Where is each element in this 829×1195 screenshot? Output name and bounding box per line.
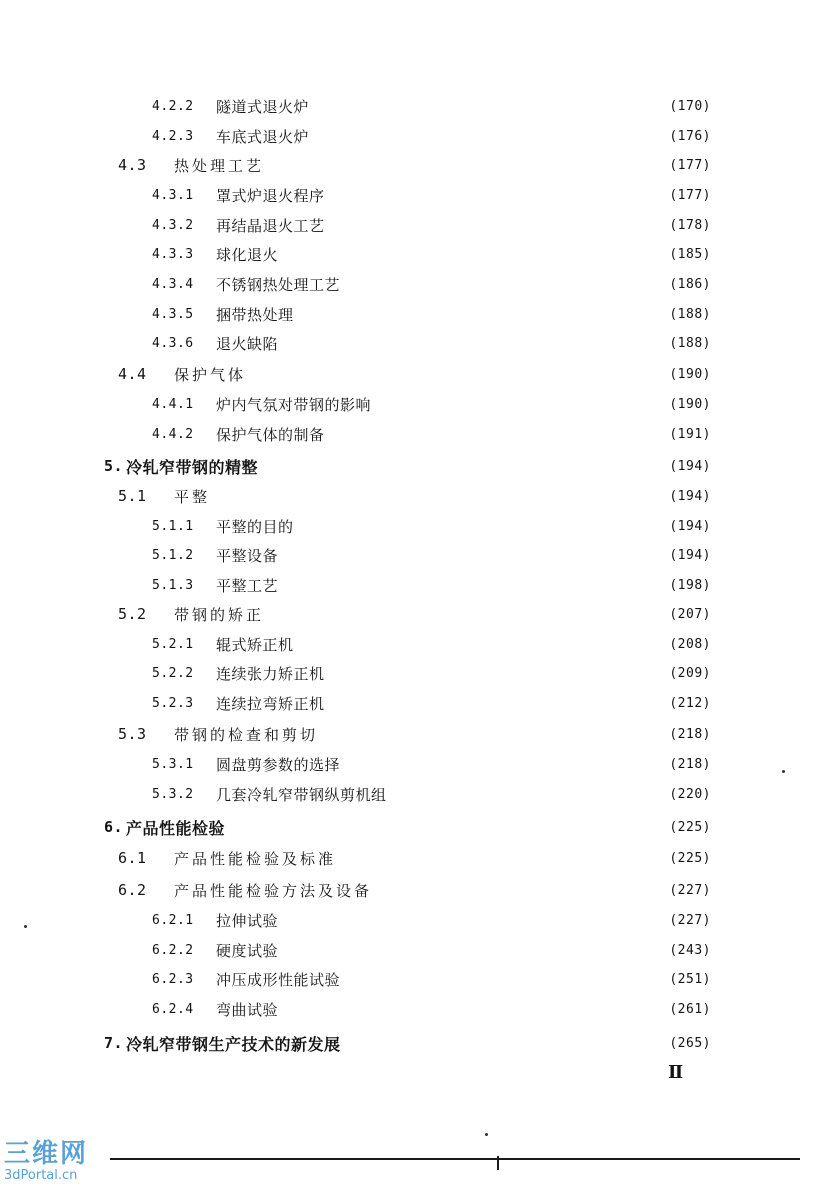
toc-entry — [104, 1031, 711, 1055]
toc-entry — [104, 815, 711, 839]
page-marker: Ⅱ — [668, 1062, 684, 1083]
dot-leader — [284, 908, 663, 932]
toc-page: (209) — [669, 665, 711, 681]
toc-entry — [152, 514, 711, 538]
scan-speck — [485, 1133, 488, 1136]
dot-leader — [347, 1031, 664, 1055]
toc-number: 4.2.3 — [152, 128, 194, 144]
toc-page: (208) — [669, 636, 711, 652]
toc-entry — [118, 484, 711, 508]
toc-page: (177) — [669, 187, 711, 203]
dot-leader — [331, 422, 664, 446]
toc-title: 冷轧窄带钢的精整 — [126, 457, 259, 477]
toc-number: 4.3.2 — [152, 217, 194, 233]
toc-entry — [152, 392, 711, 416]
toc-page: (265) — [669, 1035, 711, 1051]
dot-leader — [315, 124, 663, 148]
toc-page: (225) — [669, 819, 711, 835]
watermark-logo — [4, 1140, 114, 1190]
toc-number: 4.4.1 — [152, 396, 194, 412]
toc-entry — [152, 782, 711, 806]
toc-title: 球化退火 — [216, 245, 279, 264]
toc-entry — [152, 908, 711, 932]
toc-title: 连续张力矫正机 — [216, 664, 325, 683]
toc-entry — [152, 632, 711, 656]
toc-title: 平整的目的 — [216, 517, 294, 536]
toc-page: (225) — [669, 850, 711, 866]
dot-leader — [346, 967, 663, 991]
toc-page: (218) — [669, 726, 711, 742]
toc-number: 5.2.3 — [152, 695, 194, 711]
toc-entry — [104, 454, 711, 478]
toc-number: 7. — [104, 1034, 124, 1052]
toc-number: 4.2.2 — [152, 98, 194, 114]
toc-entry — [152, 422, 711, 446]
toc-title: 捆带热处理 — [216, 305, 294, 324]
dot-leader — [342, 846, 663, 870]
toc-page: (191) — [669, 426, 711, 442]
dot-leader — [231, 815, 663, 839]
dot-leader — [270, 153, 663, 177]
toc-number: 5.1.3 — [152, 577, 194, 593]
toc-page: (212) — [669, 695, 711, 711]
toc-title: 车底式退火炉 — [216, 127, 310, 146]
toc-title: 炉内气氛对带钢的影响 — [216, 395, 372, 414]
toc-number: 4.3.6 — [152, 335, 194, 351]
toc-number: 4.4 — [118, 365, 147, 383]
watermark-logo-text: 三维网 — [4, 1139, 89, 1169]
toc-entry — [152, 213, 711, 237]
toc-page: (190) — [669, 366, 711, 382]
toc-page: (194) — [669, 458, 711, 474]
toc-title: 热处理工艺 — [174, 156, 265, 175]
toc-number: 5.3 — [118, 725, 147, 743]
toc-title: 连续拉弯矫正机 — [216, 694, 325, 713]
toc-number: 6. — [104, 818, 124, 836]
dot-leader — [300, 514, 664, 538]
toc-page: (198) — [669, 577, 711, 593]
toc-number: 5.2 — [118, 605, 147, 623]
toc-title: 冷轧窄带钢生产技术的新发展 — [126, 1034, 341, 1054]
dot-leader — [315, 94, 663, 118]
dot-leader — [331, 691, 664, 715]
footer-rule-tick — [497, 1156, 499, 1170]
toc-title: 保护气体的制备 — [216, 425, 325, 444]
watermark-url: 3dPortal.cn — [4, 1168, 78, 1183]
toc-title: 平整设备 — [216, 546, 279, 565]
toc-title: 辊式矫正机 — [216, 635, 294, 654]
toc-number: 4.3.4 — [152, 276, 194, 292]
toc-entry — [152, 331, 711, 355]
toc-entry — [118, 722, 711, 746]
toc-entry — [152, 242, 711, 266]
dot-leader — [331, 661, 664, 685]
dot-leader — [324, 722, 663, 746]
toc-page: (207) — [669, 606, 711, 622]
toc-page: (251) — [669, 971, 711, 987]
toc-page: (188) — [669, 335, 711, 351]
dot-leader — [377, 392, 663, 416]
toc-entry — [152, 967, 711, 991]
toc-page: (194) — [669, 488, 711, 504]
toc-page: (227) — [669, 912, 711, 928]
dot-leader — [284, 938, 663, 962]
dot-leader — [216, 484, 663, 508]
toc-title: 平整 — [174, 487, 211, 506]
toc-page: (243) — [669, 942, 711, 958]
toc-title: 再结晶退火工艺 — [216, 216, 325, 235]
toc-page: (178) — [669, 217, 711, 233]
toc-title: 产品性能检验 — [126, 818, 226, 838]
scan-speck — [24, 925, 27, 928]
toc-entry — [118, 878, 711, 902]
toc-page: (185) — [669, 246, 711, 262]
dot-leader — [346, 752, 663, 776]
toc-page: (170) — [669, 98, 711, 114]
toc-number: 6.2 — [118, 881, 147, 899]
toc-page: (176) — [669, 128, 711, 144]
toc-page: (177) — [669, 157, 711, 173]
toc-title: 带钢的矫正 — [174, 605, 265, 624]
dot-leader — [252, 362, 663, 386]
toc-number: 6.2.3 — [152, 971, 194, 987]
toc-number: 4.4.2 — [152, 426, 194, 442]
dot-leader — [378, 878, 663, 902]
toc-entry — [118, 602, 711, 626]
dot-leader — [284, 242, 663, 266]
toc-title: 硬度试验 — [216, 941, 279, 960]
toc-number: 5.1 — [118, 487, 147, 505]
dot-leader — [346, 272, 663, 296]
toc-number: 6.2.2 — [152, 942, 194, 958]
dot-leader — [393, 782, 664, 806]
toc-entry — [152, 183, 711, 207]
dot-leader — [300, 632, 664, 656]
toc-number: 5.2.1 — [152, 636, 194, 652]
toc-title: 平整工艺 — [216, 576, 279, 595]
toc-page: (227) — [669, 882, 711, 898]
toc-title: 保护气体 — [174, 365, 247, 384]
toc-title: 带钢的检查和剪切 — [174, 725, 319, 744]
toc-number: 4.3.1 — [152, 187, 194, 203]
toc-page: (186) — [669, 276, 711, 292]
toc-number: 4.3.3 — [152, 246, 194, 262]
dot-leader — [284, 543, 663, 567]
toc-title: 圆盘剪参数的选择 — [216, 755, 341, 774]
toc-title: 冲压成形性能试验 — [216, 970, 341, 989]
toc-page: (194) — [669, 547, 711, 563]
toc-entry — [118, 846, 711, 870]
toc-number: 6.2.1 — [152, 912, 194, 928]
toc-number: 5. — [104, 457, 124, 475]
toc-entry — [152, 573, 711, 597]
dot-leader — [284, 331, 663, 355]
toc-entry — [118, 362, 711, 386]
toc-entry — [152, 661, 711, 685]
toc-number: 5.1.1 — [152, 518, 194, 534]
toc-page: (218) — [669, 756, 711, 772]
toc-entry — [152, 543, 711, 567]
toc-entry — [152, 752, 711, 776]
toc-page: (194) — [669, 518, 711, 534]
dot-leader — [284, 997, 663, 1021]
toc-entry — [152, 272, 711, 296]
toc-title: 拉伸试验 — [216, 911, 279, 930]
toc-title: 几套冷轧窄带钢纵剪机组 — [216, 785, 387, 804]
toc-number: 4.3.5 — [152, 306, 194, 322]
toc-title: 退火缺陷 — [216, 334, 279, 353]
dot-leader — [300, 302, 664, 326]
dot-leader — [264, 454, 663, 478]
toc-entry — [152, 94, 711, 118]
toc-entry — [118, 153, 711, 177]
toc-number: 5.3.2 — [152, 786, 194, 802]
toc-number: 4.3 — [118, 156, 147, 174]
toc-title: 隧道式退火炉 — [216, 97, 310, 116]
scan-speck — [782, 770, 785, 773]
toc-entry — [152, 938, 711, 962]
footer-rule — [110, 1158, 800, 1160]
toc-title: 弯曲试验 — [216, 1000, 279, 1019]
toc-number: 6.1 — [118, 849, 147, 867]
toc-number: 5.1.2 — [152, 547, 194, 563]
toc-number: 5.3.1 — [152, 756, 194, 772]
toc-number: 6.2.4 — [152, 1001, 194, 1017]
toc-title: 产品性能检验方法及设备 — [174, 881, 373, 900]
toc-number: 5.2.2 — [152, 665, 194, 681]
toc-title: 罩式炉退火程序 — [216, 186, 325, 205]
toc-entry — [152, 124, 711, 148]
toc-page: (188) — [669, 306, 711, 322]
toc-page: (190) — [669, 396, 711, 412]
toc-page: (261) — [669, 1001, 711, 1017]
toc-entry — [152, 302, 711, 326]
dot-leader — [270, 602, 663, 626]
toc-title: 产品性能检验及标准 — [174, 849, 337, 868]
dot-leader — [331, 213, 664, 237]
toc-entry — [152, 691, 711, 715]
dot-leader — [284, 573, 663, 597]
toc-entry — [152, 997, 711, 1021]
dot-leader — [331, 183, 664, 207]
toc-page: (220) — [669, 786, 711, 802]
toc-title: 不锈钢热处理工艺 — [216, 275, 341, 294]
